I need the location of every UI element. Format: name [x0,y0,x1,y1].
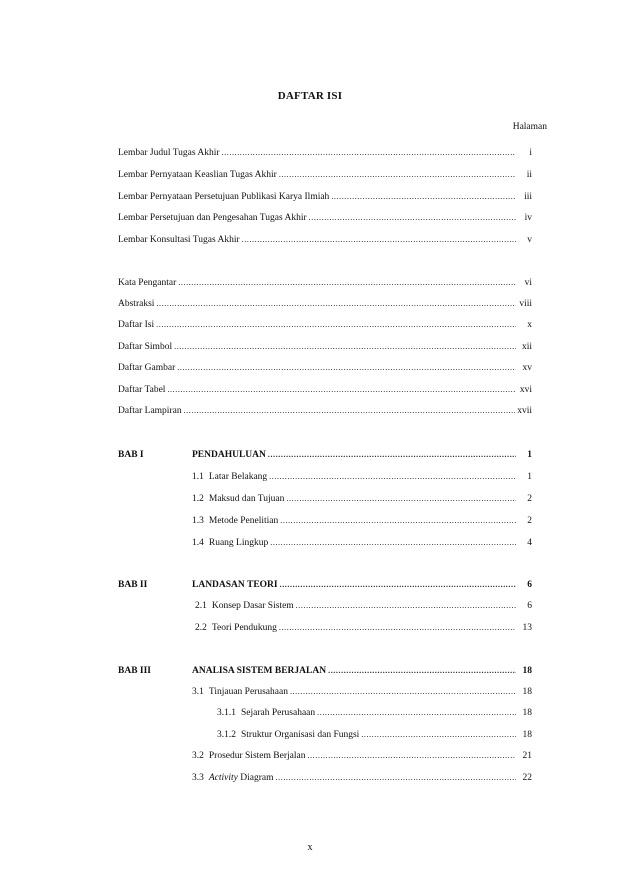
section-page: 18 [522,730,532,740]
section-page: 2 [527,494,532,504]
toc-entry[interactable] [118,213,532,227]
toc-section[interactable] [192,751,532,765]
section-number: 3.1.1 [217,708,236,718]
section-label: Teori Pendukung [211,623,277,633]
dot-leader [269,472,516,481]
toc-entry-page: xii [521,342,532,352]
dot-leader [178,278,516,287]
footer-page-number: x [307,842,313,853]
dot-leader [156,320,516,329]
dot-leader [280,516,516,525]
toc-entry[interactable] [118,406,532,420]
section-page: 13 [522,623,532,633]
section-page: 18 [522,687,532,697]
chapter-title: PENDAHULUAN [192,450,266,460]
section-number: 1.2 [192,494,204,504]
section-label: Maksud dan Tujuan [208,494,285,504]
section-page: 22 [522,773,532,783]
section-label: Ruang Lingkup [208,538,269,548]
section-number: 2.2 [195,623,207,633]
page-column-header: Halaman [512,122,547,132]
section-label: Latar Belakang [208,472,268,482]
dot-leader [177,363,516,372]
section-page: 4 [527,538,532,548]
section-page: 6 [527,601,532,611]
toc-section[interactable] [195,623,532,637]
toc-entry[interactable] [118,192,532,206]
dot-leader [276,773,516,782]
toc-entry-label: Daftar Isi [118,320,155,330]
section-label: Prosedur Sistem Berjalan [208,751,306,761]
toc-entry-label: Daftar Simbol [118,342,173,352]
section-page: 21 [522,751,532,761]
toc-entry-label: Daftar Tabel [118,385,166,395]
dot-leader [331,192,516,201]
chapter-title: LANDASAN TEORI [192,580,278,590]
dot-leader [290,687,516,696]
toc-entry[interactable] [118,148,532,162]
toc-entry-label: Daftar Lampiran [118,406,182,416]
toc-section[interactable] [192,687,532,701]
dot-leader [222,148,516,157]
toc-entry[interactable] [118,299,532,313]
dot-leader [361,730,516,739]
dot-leader [174,342,516,351]
toc-entry-label: Lembar Konsultasi Tugas Akhir [118,235,240,245]
chapter-page: 1 [527,450,532,460]
toc-entry-page: iii [524,192,532,202]
toc-entry-label: Lembar Pernyataan Keaslian Tugas Akhir [118,170,277,180]
toc-entry[interactable] [118,363,532,377]
toc-entry-label: Abstraksi [118,299,155,309]
section-label: Struktur Organisasi dan Fungsi [241,730,360,740]
section-number: 1.1 [192,472,204,482]
dot-leader [268,450,516,459]
toc-entry[interactable] [118,385,532,399]
toc-entry-page: xvii [517,406,532,416]
section-number: 3.1 [192,687,204,697]
dot-leader [280,580,516,589]
section-label: Konsep Dasar Sistem [211,601,294,611]
toc-entry-page: viii [519,299,532,309]
toc-entry[interactable] [118,278,532,292]
section-number: 1.3 [192,516,204,526]
toc-section[interactable] [192,472,532,486]
toc-entry-page: iv [524,213,532,223]
toc-entry-page: xvi [519,385,532,395]
section-number: 3.3 [192,773,204,783]
toc-entry-page: x [527,320,532,330]
section-label-italic: Activity [208,773,238,783]
toc-subsection[interactable] [217,730,532,744]
dot-leader [279,623,516,632]
section-number: 2.1 [195,601,207,611]
chapter-title: ANALISA SISTEM BERJALAN [192,666,327,676]
section-number: 1.4 [192,538,204,548]
toc-entry-page: i [529,148,532,158]
section-label [209,773,274,783]
toc-section[interactable] [192,516,532,530]
toc-entry-label: Lembar Pernyataan Persetujuan Publikasi Karya Ilmiah [118,192,330,202]
toc-section[interactable] [192,538,532,552]
section-page: 18 [522,708,532,718]
toc-entry-label: Lembar Persetujuan dan Pengesahan Tugas Akhir [118,213,307,223]
dot-leader [317,708,516,717]
toc-entry-page: ii [526,170,532,180]
page-title: DAFTAR ISI [277,90,343,102]
section-label-rest: Diagram [237,773,274,783]
toc-entry-page: xv [522,363,532,373]
section-page: 1 [527,472,532,482]
toc-entry-page: v [527,235,532,245]
dot-leader [296,601,516,610]
dot-leader [286,494,516,503]
toc-entry-label: Lembar Judul Tugas Akhir [118,148,220,158]
toc-entry-page: vi [524,278,532,288]
section-number: 3.1.2 [217,730,236,740]
chapter-page: 6 [527,580,532,590]
section-label: Metode Penelitian [208,516,279,526]
toc-entry[interactable] [118,342,532,356]
dot-leader [242,235,516,244]
dot-leader [328,666,516,675]
dot-leader [307,751,516,760]
toc-chapter[interactable] [118,580,532,594]
dot-leader [270,538,516,547]
dot-leader [279,170,516,179]
section-page: 2 [527,516,532,526]
toc-section[interactable] [192,773,532,787]
dot-leader [156,299,516,308]
toc-entry[interactable] [118,320,532,334]
dot-leader [167,385,516,394]
dot-leader [184,406,516,415]
section-label: Tinjauan Perusahaan [208,687,288,697]
toc-entry-label: Daftar Gambar [118,363,176,373]
toc-chapter[interactable] [118,450,532,464]
section-label: Sejarah Perusahaan [241,708,316,718]
toc-chapter[interactable] [118,666,532,680]
toc-section[interactable] [192,494,532,508]
dot-leader [309,213,516,222]
toc-entry[interactable] [118,170,532,184]
toc-entry-label: Kata Pengantar [118,278,177,288]
toc-entry[interactable] [118,235,532,249]
chapter-code: BAB I [118,450,144,460]
section-number: 3.2 [192,751,204,761]
chapter-page: 18 [522,666,532,676]
chapter-code: BAB II [118,580,148,590]
chapter-code: BAB III [118,666,151,676]
toc-subsection[interactable] [217,708,532,722]
toc-section[interactable] [195,601,532,615]
